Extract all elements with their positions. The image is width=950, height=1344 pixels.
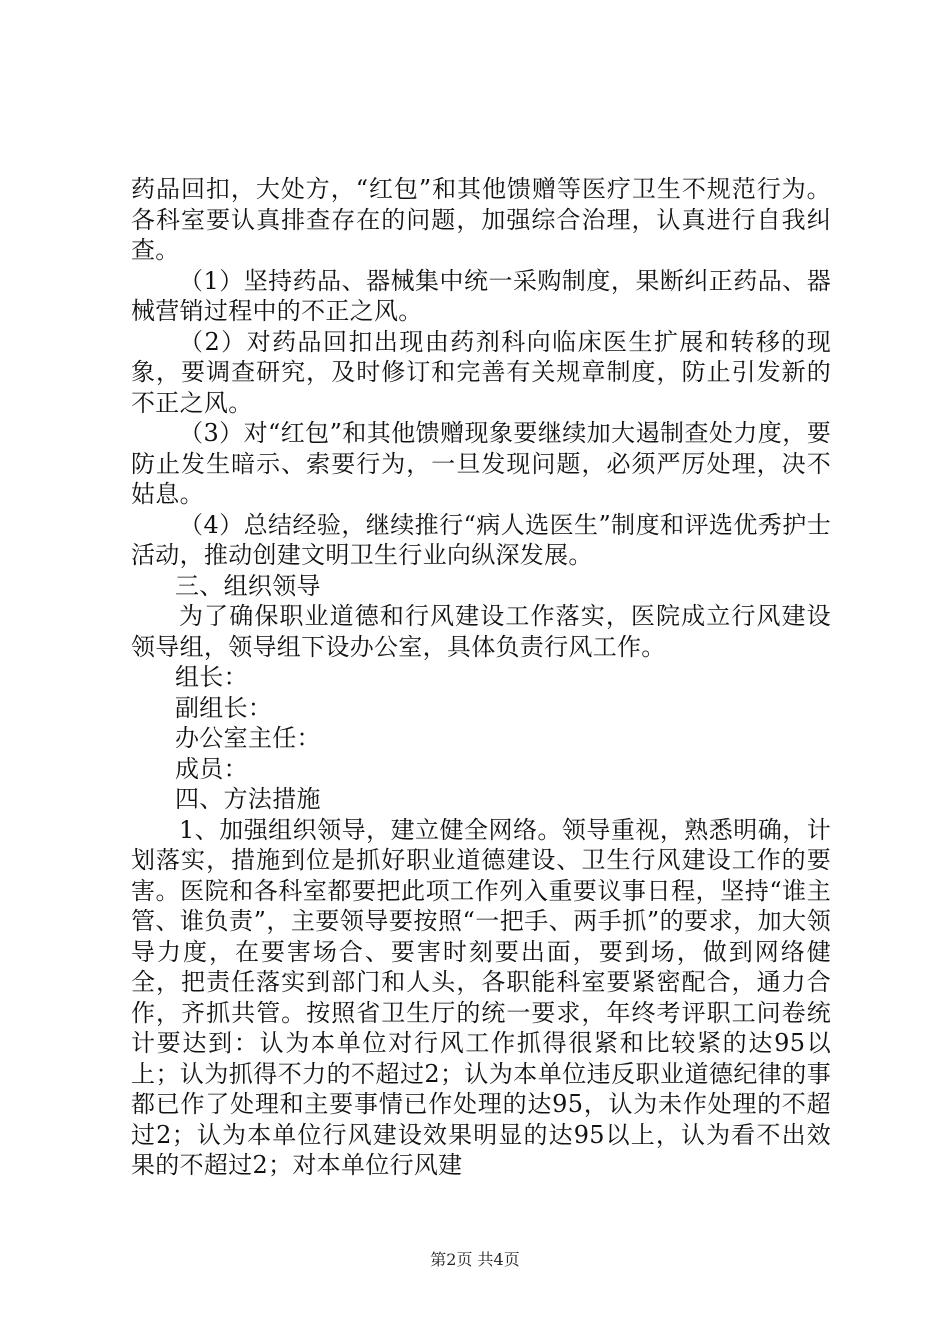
section-heading: 四、方法措施	[175, 785, 321, 813]
paragraph: （4）总结经验，继续推行“病人选医生”制度和评选优秀护士活动，推动创建文明卫生行业向纵深发展。	[131, 510, 831, 569]
page-footer	[0, 1247, 950, 1270]
paragraph: 为了确保职业道德和行风建设工作落实，医院成立行风建设领导组，领导组下设办公室，具体负责行风工作。	[131, 602, 831, 661]
role-label: 副组长：	[175, 693, 273, 722]
paragraph: （2）对药品回扣出现由药剂科向临床医生扩展和转移的现象，要调查研究，及时修订和完善有关规章制度，防止引发新的不正之风。	[131, 327, 831, 417]
role-label: 成员：	[175, 754, 248, 783]
section-heading: 三、组织领导	[175, 571, 321, 600]
paragraph: 1、加强组织领导，建立健全网络。领导重视，熟悉明确，计划落实，措施到位是抓好职业道德建设、卫生行风建设工作的要害。医院和各科室都要把此项工作列入重要议事日程，坚持“谁主管、谁负责”，主要领导要按照“一把手、两手抓”的要求，加大领导力度，在要害场合、要害时刻要出面，要到场，做到网络健全，把责任落实到部门和人头，各职能科室要紧密配合，通力合作，齐抓共管。按照省卫生厅的统一要求，年终考评职工问卷统计要达到：认为本单位对行风工作抓得很紧和比较紧的达95以上；认为抓得不力的不超过2；认为本单位违反职业道德纪律的事都已作了处理和主要事情已作处理的达95，认为未作处理的不超过2；认为本单位行风建设效果明显的达95以上，认为看不出效果的不超过2；对本单位行风建	[131, 815, 831, 1179]
role-label: 组长：	[175, 663, 248, 691]
paragraph: （1）坚持药品、器械集中统一采购制度，果断纠正药品、器械营销过程中的不正之风。	[131, 266, 831, 325]
document-body	[131, 174, 831, 1181]
role-label: 办公室主任：	[175, 724, 321, 752]
paragraph: 药品回扣，大处方，“红包”和其他馈赠等医疗卫生不规范行为。各科室要认真排查存在的问题，加强综合治理，认真进行自我纠查。	[131, 175, 831, 264]
paragraph: （3）对“红包”和其他馈赠现象要继续加大遏制查处力度，要防止发生暗示、索要行为，一旦发现问题，必须严厉处理，决不姑息。	[131, 419, 831, 508]
page-number: 第2页 共4页	[430, 1250, 520, 1269]
